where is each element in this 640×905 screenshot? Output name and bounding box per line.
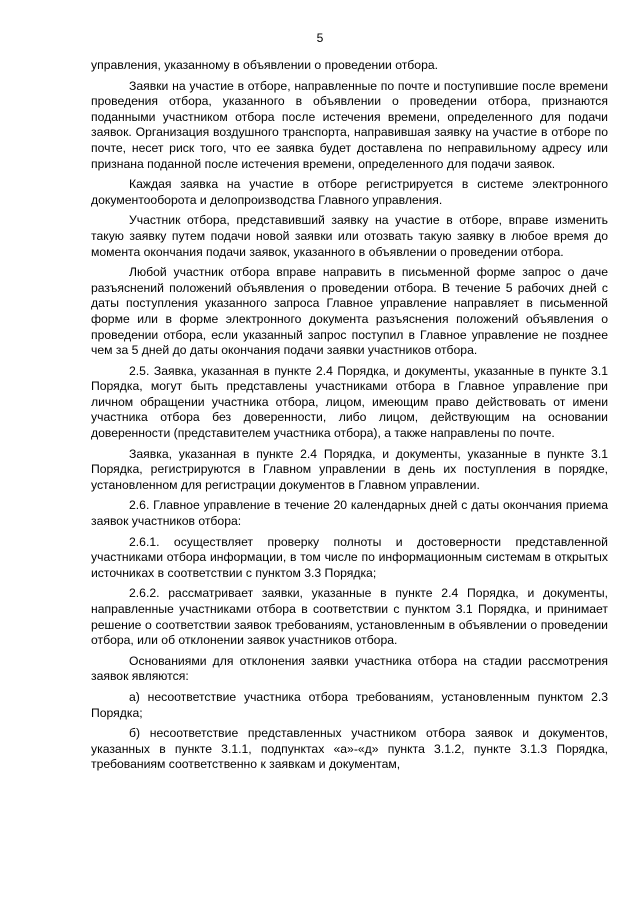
paragraph: Каждая заявка на участие в отборе регистрируется в системе электронного документооборота и делопроизводства Главного управления. bbox=[91, 177, 608, 207]
paragraph: б) несоответствие представленных участником отбора заявок и документов, указанных в пункте 3.1.1, подпунктах «а»-«д» пункта 3.1.2, пункте 3.1.3 Порядка, требованиям соответственно к заявкам и документам, bbox=[91, 726, 608, 772]
paragraph: 2.6. Главное управление в течение 20 календарных дней с даты окончания приема заявок участников отбора: bbox=[91, 498, 608, 529]
paragraph: 2.6.1. осуществляет проверку полноты и достоверности представленной участниками отбора информации, в том числе по информационным системам в открытых источниках в соответствии с пунктом 3.3 Порядка; bbox=[91, 534, 608, 580]
page-number: 5 bbox=[316, 31, 324, 45]
paragraph: а) несоответствие участника отбора требованиям, установленным пунктом 2.3 Порядка; bbox=[91, 689, 608, 720]
paragraph: Заявки на участие в отборе, направленные по почте и поступившие после времени проведения отбора, указанного в объявлении о проведении отбора, признаются поданными участником отбора после истечения времени, определенного для подачи заявок. Организация воздушного транспорта, направившая заявку на участие в отборе по почте, несет риск того, что ее заявка будет доставлена по неправильному адресу или признана поданной после истечения времени, определенного для подачи заявок. bbox=[91, 78, 608, 171]
paragraph: Любой участник отбора вправе направить в письменной форме запрос о даче разъяснений положений объявления о проведении отбора. В течение 5 рабочих дней с даты поступления указанного запроса Главное управление направляет в письменной форме или в форме электронного документа разъяснения положений объявления о проведении отбора, если указанный запрос поступил в Главное управление не позднее чем за 5 дней до даты окончания подачи заявки участников отбора. bbox=[91, 265, 608, 358]
paragraph: Участник отбора, представивший заявку на участие в отборе, вправе изменить такую заявку путем подачи новой заявки или отозвать такую заявку в любое время до момента окончания подачи заявок, указанного в объявлении о проведении отбора. bbox=[91, 213, 608, 259]
body-text bbox=[91, 58, 608, 778]
paragraph: Заявка, указанная в пункте 2.4 Порядка, и документы, указанные в пункте 3.1 Порядка, регистрируются в Главном управлении в день их поступления в порядке, установленном для регистрации документов в Главном управлении. bbox=[91, 446, 608, 492]
paragraph: 2.6.2. рассматривает заявки, указанные в пункте 2.4 Порядка, и документы, направленные участниками отбора в соответствии с пунктом 3.1 Порядка, и принимает решение о соответствии заявок требованиям, установленным в объявлении о проведении отбора, или об отклонении заявок участников отбора. bbox=[91, 586, 608, 648]
paragraph: Основаниями для отклонения заявки участника отбора на стадии рассмотрения заявок являются: bbox=[91, 653, 608, 684]
paragraph: управления, указанному в объявлении о проведении отбора. bbox=[91, 58, 439, 72]
paragraph: 2.5. Заявка, указанная в пункте 2.4 Порядка, и документы, указанные в пункте 3.1 Порядка, могут быть представлены участниками отбора в Главное управление при личном обращении участника отбора, лицом, имеющим право действовать от имени участника отбора без доверенности, либо лицом, действующим на основании доверенности (представителем участника отбора), а также направлены по почте. bbox=[91, 363, 608, 441]
